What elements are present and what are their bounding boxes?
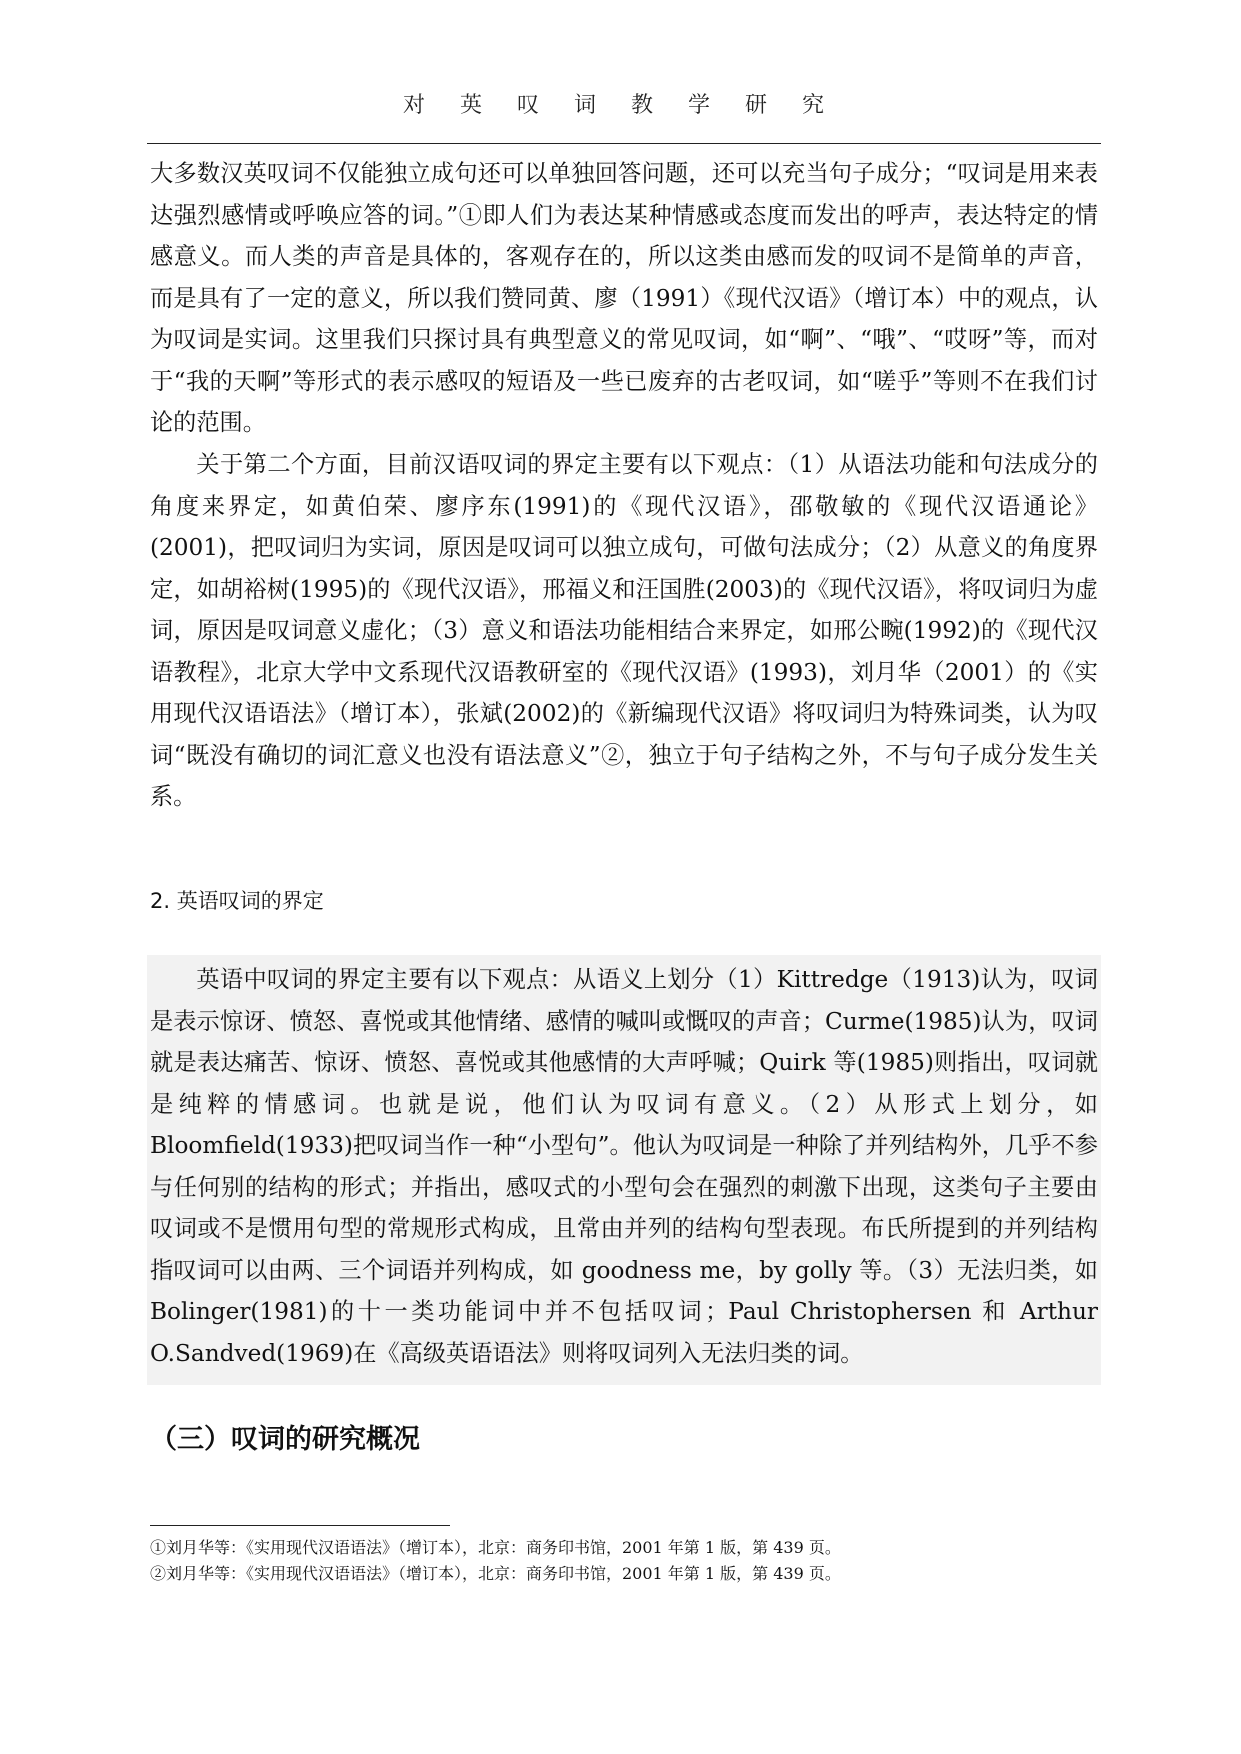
page-header: 对 英 叹 词 教 学 研 究	[403, 93, 838, 118]
body-paragraph-3: 英语中叹词的界定主要有以下观点：从语义上划分（1）Kittredge（1913)认为，叹词是表示惊讶、愤怒、喜悦或其他情绪、感情的喊叫或慨叹的声音；Curme(1985)认为，叹词就是表达痛苦、惊讶、愤怒、喜悦或其他感情的大声呼喊；Quirk 等(1985)则指出，叹词就是纯粹的情感词。也就是说，他们认为叹词有意义。（2）从形式上划分，如Bloomfield(1933)把叹词当作一种“小型句”。他认为叹词是一种除了并列结构外，几乎不参与任何别的结构的形式；并指出，感叹式的小型句会在强烈的刺激下出现，这类句子主要由叹词或不是惯用句型的常规形式构成，且常由并列的结构句型表现。布氏所提到的并列结构指叹词可以由两、三个词语并列构成，如 goodness me，by golly 等。（3）无法归类，如 Bolinger(1981)的十一类功能词中并不包括叹词；Paul Christophersen 和 Arthur O.Sandved(1969)在《高级英语语法》则将叹词列入无法归类的词。	[150, 966, 1098, 1367]
footnotes	[150, 1535, 1098, 1587]
body-paragraph-2: 关于第二个方面，目前汉语叹词的界定主要有以下观点：（1）从语法功能和句法成分的角度来界定，如黄伯荣、廖序东(1991)的《现代汉语》，邵敬敏的《现代汉语通论》(2001)，把叹词归为实词，原因是叹词可以独立成句，可做句法成分；（2）从意义的角度界定，如胡裕树(1995)的《现代汉语》，邢福义和汪国胜(2003)的《现代汉语》，将叹词归为虚词，原因是叹词意义虚化；（3）意义和语法功能相结合来界定，如邢公畹(1992)的《现代汉语教程》，北京大学中文系现代汉语教研室的《现代汉语》(1993)，刘月华（2001）的《实用现代汉语语法》（增订本），张斌(2002)的《新编现代汉语》将叹词归为特殊词类，认为叹词“既没有确切的词汇意义也没有语法意义”②，独立于句子结构之外，不与句子成分发生关系。	[150, 451, 1098, 810]
footnote-2: ②刘月华等：《实用现代汉语语法》（增订本），北京：商务印书馆，2001 年第 1 版，第 439 页。	[150, 1564, 841, 1583]
header-divider	[147, 143, 1101, 144]
body-paragraph-1: 大多数汉英叹词不仅能独立成句还可以单独回答问题，还可以充当句子成分；“叹词是用来表达强烈感情或呼唤应答的词。”①即人们为表达某种情感或态度而发出的呼声，表达特定的情感意义。而人类的声音是具体的，客观存在的，所以这类由感而发的叹词不是简单的声音，而是具有了一定的意义，所以我们赞同黄、廖（1991）《现代汉语》（增订本）中的观点，认为叹词是实词。这里我们只探讨具有典型意义的常见叹词，如“啊”、“哦”、“哎呀”等，而对于“我的天啊”等形式的表示感叹的短语及一些已废弃的古老叹词，如“嗟乎”等则不在我们讨论的范围。	[150, 160, 1098, 436]
section-heading: （三）叹词的研究概况	[150, 1424, 420, 1455]
footnote-divider	[150, 1525, 450, 1526]
subsection-heading: 2. 英语叹词的界定	[150, 889, 324, 913]
footnote-1: ①刘月华等：《实用现代汉语语法》（增订本），北京：商务印书馆，2001 年第 1 版，第 439 页。	[150, 1538, 841, 1557]
